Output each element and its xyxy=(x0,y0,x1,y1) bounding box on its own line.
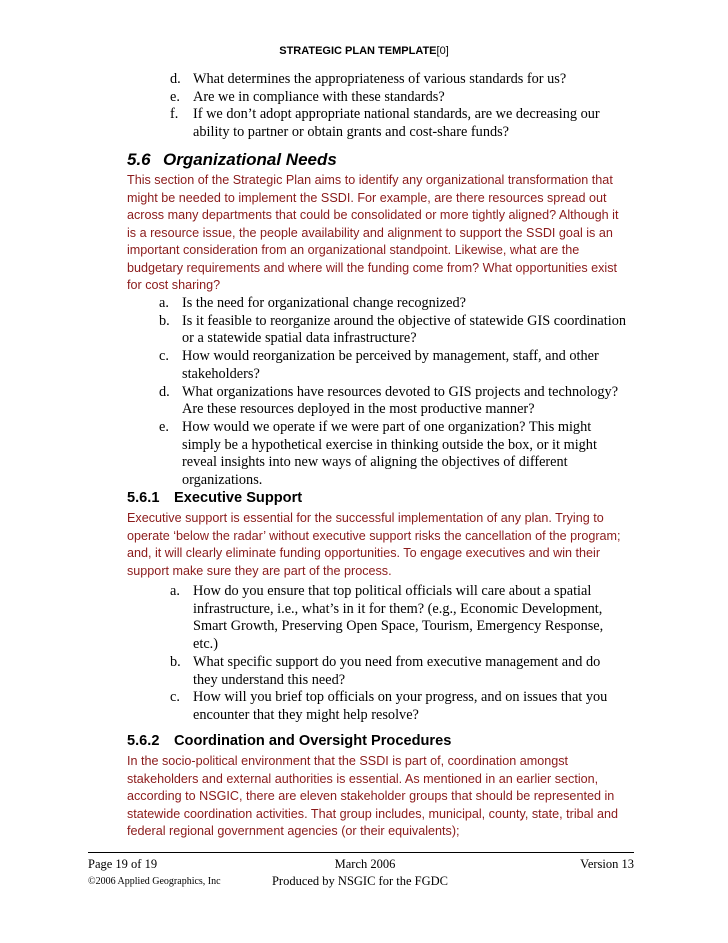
footer-copyright: ©2006 Applied Geographics, Inc xyxy=(88,876,221,887)
footer-produced-by: Produced by NSGIC for the FGDC xyxy=(271,874,449,888)
list-item: b. Is it feasible to reorganize around the objective of statewide GIS coordination or a statewide spatial data infrastructure? xyxy=(159,312,626,347)
list-item: d. What determines the appropriateness of various standards for us? xyxy=(170,71,567,87)
list-item: e. How would we operate if we were part of one organization? This might simply be a hypothetical exercise in thinking outside the box, or it might reveal insights into new ways of aligning the objectives of different organizations. xyxy=(159,418,597,489)
section-5-6-1-intro: Executive support is essential for the successful implementation of any plan. Trying to operate ‘below the radar’ without executive support risks the cancellation of the program; and, it will clearly eliminate funding opportunities. To engage executives and win their support make sure they are part of the process. xyxy=(127,511,621,578)
list-item: a. How do you ensure that top political officials will care about a spatial infrastructure, i.e., what’s in it for them? (e.g., Economic Development, Smart Growth, Preserving Open Space, Tourism, Emergency Response, etc.) xyxy=(170,583,604,653)
header-suffix: [0] xyxy=(436,45,449,57)
footer-divider xyxy=(88,852,634,853)
header-title: STRATEGIC PLAN TEMPLATE xyxy=(279,45,437,57)
organizational-question-list xyxy=(159,295,627,490)
list-item: d. What organizations have resources devoted to GIS projects and technology? Are these resources deployed in the most productive manner? xyxy=(159,383,619,418)
list-item: c. How would reorganization be perceived by management, staff, and other stakeholders? xyxy=(159,348,599,382)
footer-date: March 2006 xyxy=(334,857,396,871)
standards-question-list xyxy=(170,71,610,142)
list-item: b. What specific support do you need from executive management and do they understand this need? xyxy=(170,653,601,688)
section-heading-5-6-1: 5.6.1 Executive Support xyxy=(127,490,303,506)
section-5-6-2-intro: In the socio-political environment that the SSDI is part of, coordination amongst stakeholders and external authorities is essential. As mentioned in an earlier section, according to NSGIC, there are eleven stakeholder groups that should be represented in statewide coordination activities. That group includes, municipal, county, state, tribal and federal regional government agencies (or their equivalents); xyxy=(127,754,618,838)
list-item: c. How will you brief top officials on your progress, and on issues that you encounter that they might help resolve? xyxy=(170,689,608,723)
page-header xyxy=(0,45,728,57)
section-5-6-intro: This section of the Strategic Plan aims to identify any organizational transformation that might be needed to implement the SSDI. For example, are there resources spread out across many departments that could be consolidated or more tightly aligned? Although it is a resource issue, the people availability and alignment to support the SSDI goal is an important consideration from an organizational standpoint. Likewise, what are the budgetary requirements and where will the funding come from? What opportunities exist for cost sharing? xyxy=(127,173,619,292)
footer-version: Version 13 xyxy=(580,857,634,871)
footer-page-number: Page 19 of 19 xyxy=(88,857,158,871)
list-item: e. Are we in compliance with these standards? xyxy=(170,88,445,105)
executive-question-list xyxy=(170,583,622,725)
list-item: a. Is the need for organizational change recognized? xyxy=(159,295,466,311)
section-heading-5-6-2: 5.6.2 Coordination and Oversight Procedures xyxy=(127,733,452,749)
list-item: f. If we don’t adopt appropriate national standards, are we decreasing our ability to partner or obtain grants and cost-share funds? xyxy=(170,106,600,141)
section-heading-5-6: 5.6 Organizational Needs xyxy=(127,150,337,169)
